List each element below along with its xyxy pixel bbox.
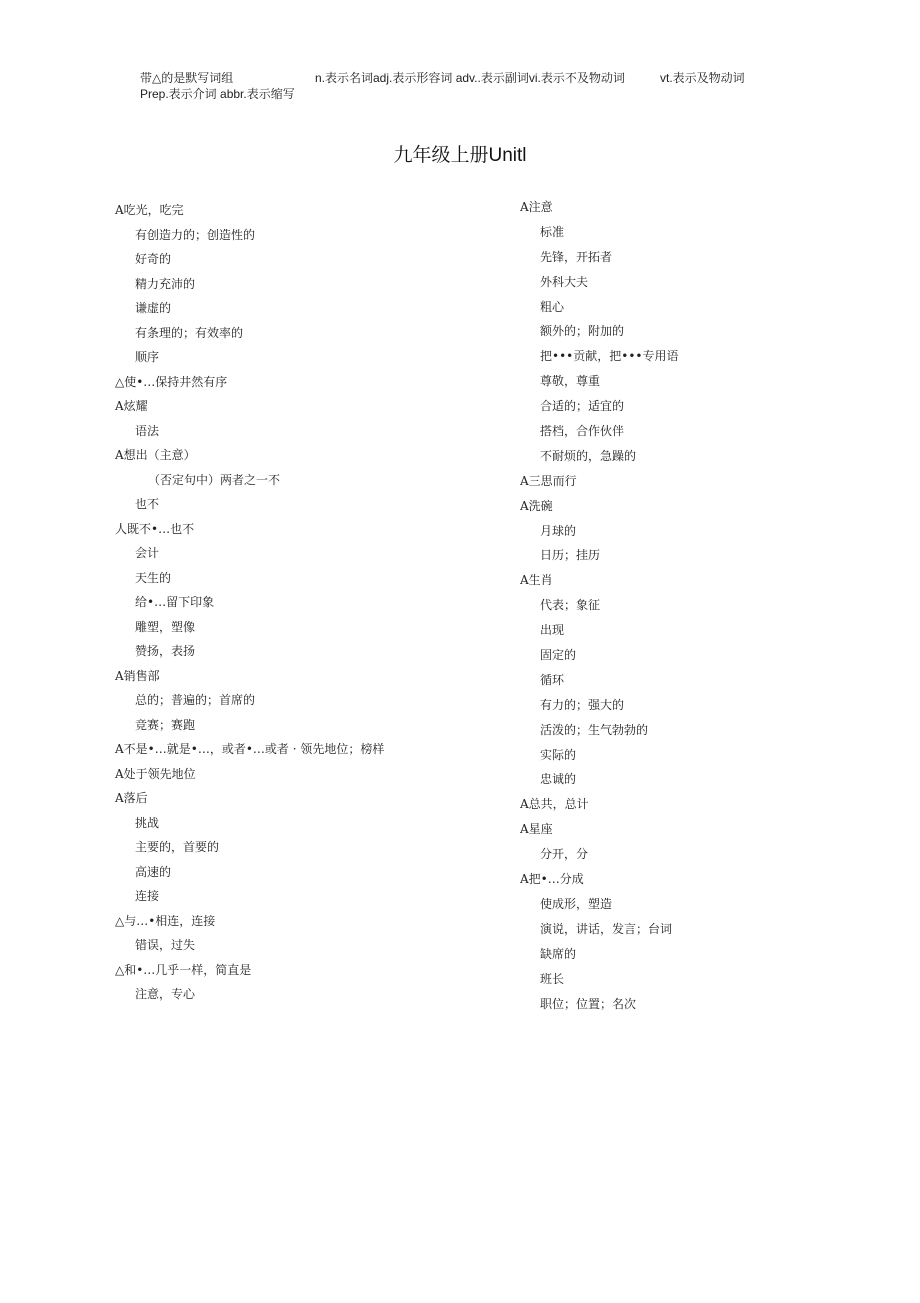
vocab-entry: 搭档，合作伙伴 — [540, 424, 625, 439]
vocab-entry: 实际的 — [540, 747, 577, 762]
vocab-entry: 循环 — [540, 672, 565, 687]
vocab-entry: 挑战 — [135, 815, 160, 830]
vocab-entry: 竞赛；赛跑 — [135, 717, 196, 732]
vocab-entry: 把•••贡献，把•••专用语 — [540, 349, 679, 364]
vocab-entry: △和•…几乎一样，简直是 — [115, 962, 252, 977]
vocab-entry: （否定句中）两者之一不 — [148, 472, 281, 487]
vocab-entry: 演说，讲话，发言；台词 — [540, 921, 673, 936]
vocab-entry: 人既不•…也不 — [115, 521, 195, 536]
vocab-entry: 尊敬，尊重 — [540, 374, 601, 389]
vocab-entry: 谦虚的 — [135, 301, 172, 315]
vocab-entry: A炫耀 — [115, 399, 148, 413]
legend-note: 带△的是默写词组 — [140, 71, 234, 85]
vocab-entry: A星座 — [520, 822, 553, 837]
legend-vt: vt.表示及物动词 — [660, 71, 745, 85]
vocab-entry: △与…•相连，连接 — [115, 913, 216, 928]
vocab-entry: 天生的 — [135, 570, 172, 585]
vocab-entry: 高速的 — [135, 864, 172, 879]
vocab-entry: 主要的，首要的 — [135, 840, 220, 854]
page-title: 九年级上册Unitl — [393, 145, 527, 166]
vocab-entry: 好奇的 — [135, 252, 172, 266]
vocab-entry: A不是•…就是•…，或者•…或者 · 领先地位；榜样 — [115, 742, 385, 756]
vocab-entry: 错误，过失 — [135, 938, 196, 952]
vocab-entry: 合适的；适宜的 — [540, 399, 625, 414]
vocab-entry: 精力充沛的 — [135, 276, 196, 291]
vocab-entry: A洗碗 — [520, 498, 553, 513]
vocab-entry: 顺序 — [135, 350, 160, 364]
vocab-entry: 额外的；附加的 — [540, 324, 625, 339]
vocab-entry: A注意 — [520, 200, 553, 214]
left-vocab-column — [115, 198, 475, 1007]
legend-line-1 — [140, 70, 780, 86]
vocab-entry: 总的；普遍的；首席的 — [135, 693, 256, 707]
vocab-entry: A三思而行 — [520, 473, 577, 488]
vocab-entry: A吃光，吃完 — [115, 203, 184, 217]
vocab-entry: △使•…保持井然有序 — [115, 374, 228, 389]
vocab-entry: 分开，分 — [540, 847, 589, 862]
vocab-entry: 会计 — [135, 546, 160, 560]
vocab-entry: A处于领先地位 — [115, 766, 196, 781]
vocab-entry: 使成形，塑造 — [540, 896, 613, 911]
vocab-entry: A生肖 — [520, 573, 553, 588]
vocab-entry: 连接 — [135, 889, 160, 903]
vocab-entry: 出现 — [540, 623, 565, 638]
vocab-entry: A想出（主意） — [115, 448, 196, 462]
legend-line-2 — [140, 86, 780, 102]
vocab-entry: 雕塑，塑像 — [135, 619, 196, 634]
legend-pos-list: n.表示名词adj.表示形容词 adv..表示副词vi.表示不及物动词 — [315, 71, 625, 85]
vocab-entry: 给•…留下印象 — [135, 595, 215, 609]
vocab-entry: 缺席的 — [540, 946, 577, 961]
vocab-entry: 外科大夫 — [540, 274, 589, 289]
vocab-entry: A销售部 — [115, 668, 160, 683]
vocab-entry: 也不 — [135, 497, 160, 511]
vocab-entry: A落后 — [115, 791, 148, 805]
vocab-entry: 日历；挂历 — [540, 548, 601, 563]
vocab-entry: 先锋，开拓者 — [540, 249, 613, 264]
vocab-entry: 有创造力的；创造性的 — [135, 227, 256, 242]
vocab-entry: 标准 — [540, 224, 565, 239]
vocab-entry: 忠诚的 — [540, 772, 577, 787]
vocab-entry: 赞扬，表扬 — [135, 644, 196, 658]
vocab-entry: A把•…分成 — [520, 872, 584, 887]
vocab-entry: 粗心 — [540, 299, 565, 314]
right-vocab-column — [520, 195, 850, 1016]
vocab-entry: 有条理的；有效率的 — [135, 325, 244, 340]
legend-prep-abbr: Prep.表示介词 abbr.表示缩写 — [140, 87, 295, 101]
vocab-entry: 固定的 — [540, 648, 577, 663]
vocab-entry: A总共，总计 — [520, 797, 589, 812]
vocab-entry: 有力的；强大的 — [540, 697, 625, 712]
vocab-entry: 语法 — [135, 423, 160, 438]
vocab-entry: 注意，专心 — [135, 987, 196, 1001]
vocab-entry: 班长 — [540, 971, 565, 986]
abbreviation-legend — [140, 70, 780, 102]
vocab-entry: 职位；位置；名次 — [540, 996, 637, 1011]
vocab-entry: 活泼的；生气勃勃的 — [540, 722, 649, 737]
vocab-entry: 代表；象征 — [540, 598, 601, 613]
vocab-entry: 月球的 — [540, 523, 577, 538]
vocab-entry: 不耐烦的，急躁的 — [540, 448, 637, 463]
